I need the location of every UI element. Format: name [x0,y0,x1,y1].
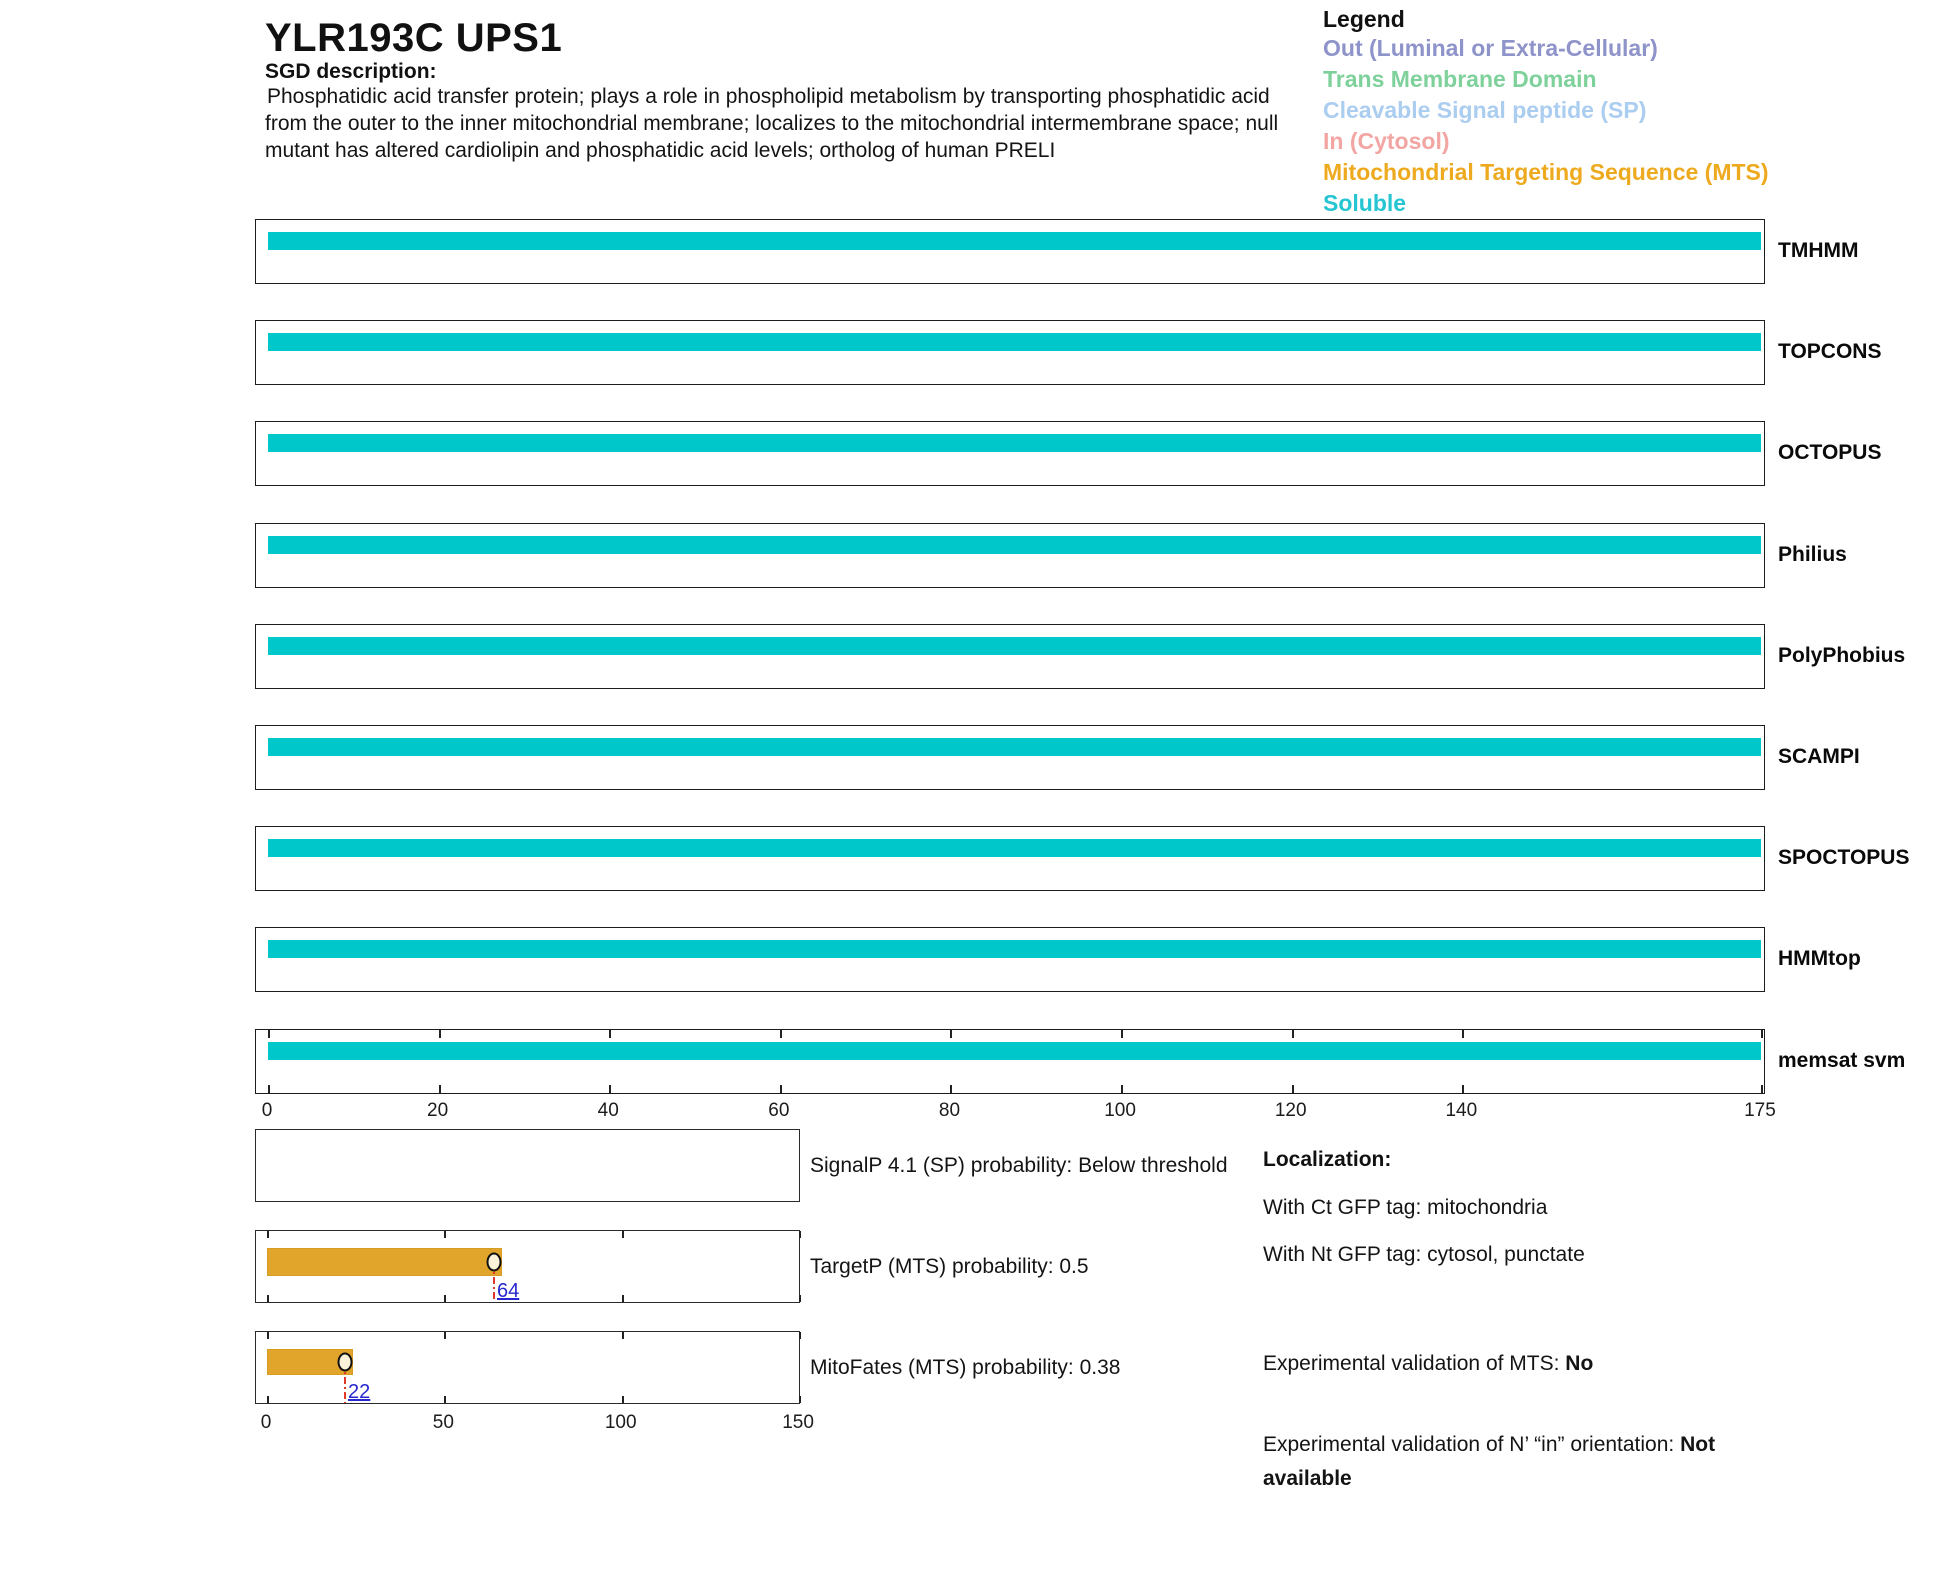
soluble-segment-bar [268,434,1761,452]
axis-tick [1121,1030,1123,1038]
track-label: Philius [1778,542,1847,566]
track-box [255,421,1765,486]
axis-tick-label: 50 [432,1412,454,1433]
probability-caption: TargetP (MTS) probability: 0.5 [810,1254,1089,1278]
sgd-description-line: from the outer to the inner mitochondrial membrane; localizes to the mitochondrial intermembrane space; null [265,112,1279,135]
probability-plot-box [255,1331,800,1404]
axis-tick [950,1085,952,1093]
orientation-line [1263,1428,1731,1496]
track-label: PolyPhobius [1778,643,1906,667]
sgd-description-heading: SGD description: [265,60,437,83]
legend-item: In (Cytosol) [1323,128,1450,154]
axis-tick [1121,1085,1123,1093]
axis-tick [780,1085,782,1093]
axis-tick [799,1396,801,1403]
soluble-segment-bar [268,940,1761,958]
axis-tick [1462,1085,1464,1093]
axis-tick-label: 0 [260,1412,272,1433]
cleavage-site-marker [487,1253,502,1272]
legend-item: Cleavable Signal peptide (SP) [1323,97,1647,123]
track-label: memsat svm [1778,1048,1906,1072]
axis-tick [622,1332,624,1339]
ct-gfp-line: With Ct GFP tag: mitochondria [1263,1196,1548,1219]
track-box [255,725,1765,790]
axis-tick [950,1030,952,1038]
axis-tick-label: 0 [261,1100,273,1121]
axis-tick-label: 80 [938,1100,961,1121]
probability-plot-box [255,1230,800,1303]
track-label: SPOCTOPUS [1778,845,1910,869]
axis-tick-label: 100 [604,1412,637,1433]
track-label: HMMtop [1778,946,1861,970]
axis-tick [267,1396,269,1403]
track-box [255,523,1765,588]
axis-tick [799,1332,801,1339]
axis-tick [268,1030,270,1038]
mts-validation-prefix: Experimental validation of MTS: [1263,1352,1566,1375]
axis-tick [622,1396,624,1403]
mts-validation-value: No [1565,1352,1594,1375]
track-label: OCTOPUS [1778,440,1882,464]
axis-tick [609,1030,611,1038]
axis-tick [439,1085,441,1093]
axis-tick [444,1332,446,1339]
legend-item: Mitochondrial Targeting Sequence (MTS) [1323,159,1769,185]
axis-tick [1462,1030,1464,1038]
axis-tick-label: 40 [597,1100,619,1121]
axis-tick [444,1295,446,1302]
soluble-segment-bar [268,637,1761,655]
track-box [255,826,1765,891]
sgd-description-line: mutant has altered cardiolipin and phosphatidic acid levels; ortholog of human PRELI [265,139,1056,162]
axis-tick [799,1231,801,1238]
nt-gfp-line: With Nt GFP tag: cytosol, punctate [1263,1243,1585,1266]
axis-tick [1761,1030,1763,1038]
axis-tick [1292,1085,1294,1093]
axis-tick-label: 175 [1744,1100,1776,1121]
cleavage-site-label: 64 [497,1280,520,1302]
soluble-segment-bar [268,232,1761,250]
axis-tick [267,1231,269,1238]
track-box [255,624,1765,689]
axis-tick-label: 100 [1104,1100,1136,1121]
soluble-segment-bar [268,1042,1761,1060]
orientation-prefix: Experimental validation of N’ “in” orientation: [1263,1433,1681,1456]
axis-tick [780,1030,782,1038]
mts-probability-bar [267,1248,502,1276]
localization-heading: Localization: [1263,1148,1392,1171]
cleavage-site-label: 22 [348,1381,371,1403]
axis-tick [267,1332,269,1339]
probability-caption: SignalP 4.1 (SP) probability: Below threshold [810,1153,1228,1177]
sgd-description-line: Phosphatidic acid transfer protein; plays a role in phospholipid metabolism by transporting phosphatidic acid [267,85,1270,108]
soluble-segment-bar [268,536,1761,554]
axis-tick-label: 120 [1274,1100,1307,1121]
track-box [255,927,1765,992]
axis-tick-label: 60 [768,1100,790,1121]
track-label: TMHMM [1778,238,1859,262]
soluble-segment-bar [268,839,1761,857]
axis-tick [622,1295,624,1302]
axis-tick [609,1085,611,1093]
track-box [255,1029,1765,1094]
legend-item: Out (Luminal or Extra-Cellular) [1323,35,1658,61]
axis-tick-label: 150 [782,1412,814,1433]
soluble-segment-bar [268,333,1761,351]
track-label: SCAMPI [1778,744,1860,768]
track-box [255,320,1765,385]
cleavage-site-marker [338,1353,353,1372]
page-title: YLR193C UPS1 [265,16,563,60]
track-label: TOPCONS [1778,339,1882,363]
soluble-segment-bar [268,738,1761,756]
axis-tick-label: 20 [427,1100,449,1121]
axis-tick [1761,1085,1763,1093]
axis-tick [439,1030,441,1038]
axis-tick [622,1231,624,1238]
axis-tick [268,1085,270,1093]
axis-tick [799,1295,801,1302]
legend [1323,6,1769,219]
mts-validation-line [1263,1352,1593,1376]
probability-plot-box [255,1129,800,1202]
axis-tick [444,1231,446,1238]
axis-tick [267,1295,269,1302]
axis-tick [1292,1030,1294,1038]
axis-tick [444,1396,446,1403]
legend-item: Soluble [1323,190,1407,216]
track-box [255,219,1765,284]
legend-item: Trans Membrane Domain [1323,66,1597,92]
legend-title: Legend [1323,6,1405,32]
probability-caption: MitoFates (MTS) probability: 0.38 [810,1355,1121,1379]
axis-tick-label: 140 [1445,1100,1478,1121]
orientation-value: Not available [1263,1433,1716,1490]
legend-items [1323,33,1769,219]
